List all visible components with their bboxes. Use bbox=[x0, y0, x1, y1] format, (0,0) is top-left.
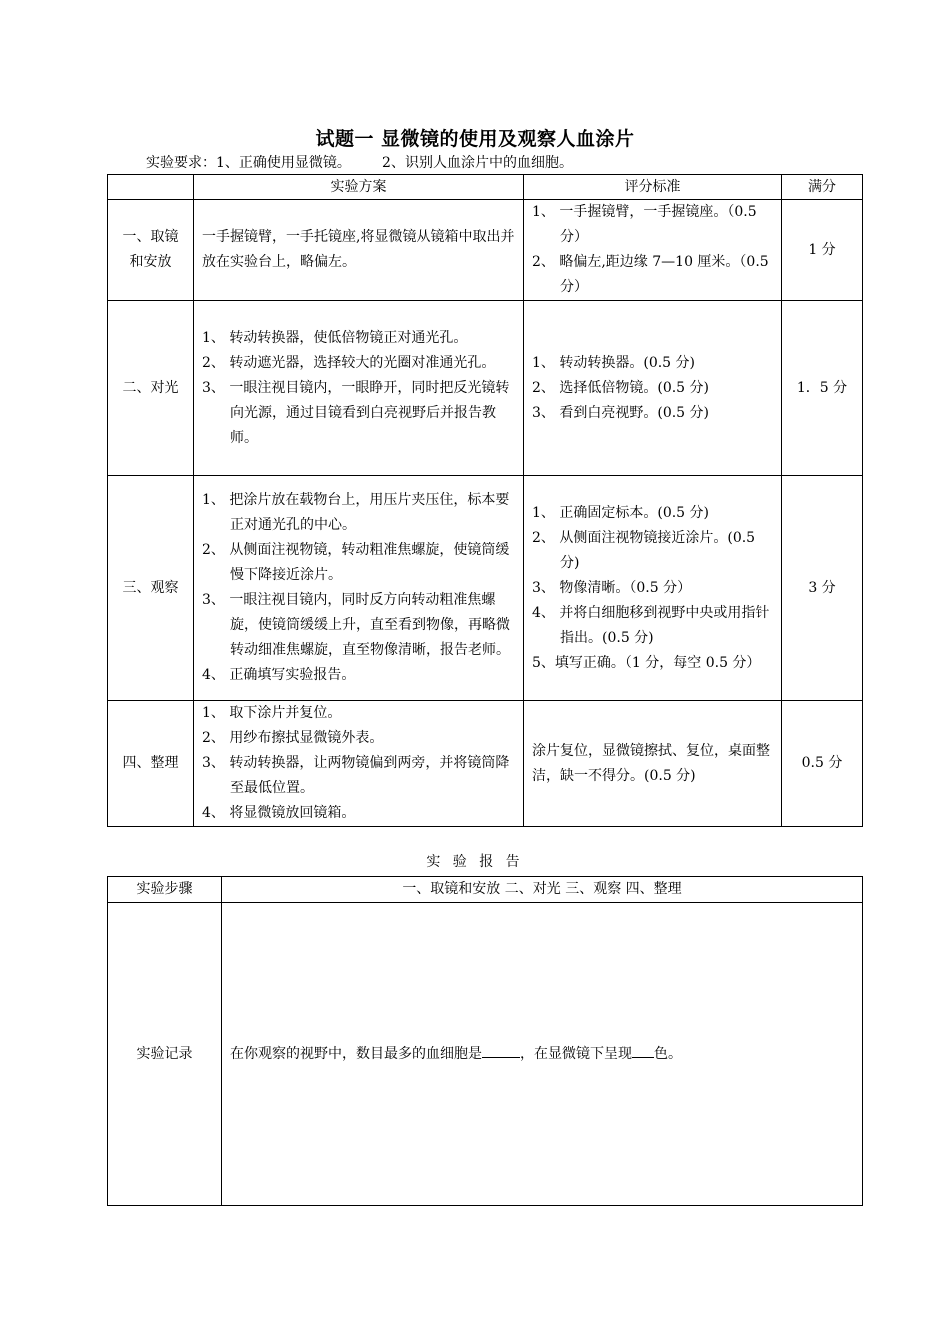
criteria-cell bbox=[524, 701, 782, 827]
blood-cell-answer-blank[interactable] bbox=[482, 1043, 520, 1058]
plan-item: 4、 将显微镜放回镜箱。 bbox=[202, 805, 356, 821]
plan-item: 3、 一眼注视目镜内，同时反方向转动粗准焦螺旋，使镜筒缓缓上升，直至看到物像，再略微转动细准焦螺旋，直至物像清晰，报告老师。 bbox=[202, 592, 510, 658]
plan-cell bbox=[194, 701, 524, 827]
criteria-item: 1、 一手握镜臂，一手握镜座。（0.5 分） bbox=[532, 204, 757, 245]
step-cell: 二、对光 bbox=[108, 301, 194, 476]
plan-item: 4、 正确填写实验报告。 bbox=[202, 667, 356, 683]
criteria-fill-in: 5、填写正确。（1 分，每空 0.5 分） bbox=[532, 654, 761, 671]
plan-item: 2、 从侧面注视物镜，转动粗准焦螺旋，使镜筒缓慢下降接近涂片。 bbox=[202, 542, 510, 583]
steps-value: 一、取镜和安放 二、对光 三、观察 四、整理 bbox=[222, 877, 863, 903]
criteria-text: 涂片复位，显微镜擦拭、复位，桌面整洁，缺一不得分。(0.5 分) bbox=[532, 742, 770, 784]
plan-cell bbox=[194, 476, 524, 701]
plan-item: 2、 转动遮光器，选择较大的光圈对准通光孔。 bbox=[202, 354, 496, 371]
criteria-item: 2、 选择低倍物镜。(0.5 分) bbox=[532, 379, 709, 396]
plan-item: 3、 一眼注视目镜内，一眼睁开，同时把反光镜转向光源，通过目镜看到白亮视野后并报告教师。 bbox=[202, 379, 510, 446]
report-steps-row bbox=[108, 877, 863, 903]
report-table bbox=[107, 876, 863, 1206]
step-cell bbox=[108, 200, 194, 301]
record-text-part3: 色。 bbox=[654, 1045, 682, 1062]
header-score: 满分 bbox=[782, 175, 863, 200]
table-row bbox=[108, 301, 863, 476]
report-title: 实 验 报 告 bbox=[426, 854, 524, 870]
report-record-row bbox=[108, 903, 863, 1206]
experiment-requirement: 实验要求：1、正确使用显微镜。 2、识别人血涂片中的血细胞。 bbox=[146, 155, 573, 171]
table-row bbox=[108, 701, 863, 827]
steps-label: 实验步骤 bbox=[108, 877, 222, 903]
criteria-item: 1、 正确固定标本。(0.5 分) bbox=[532, 504, 709, 521]
criteria-item: 3、 物像清晰。（0.5 分） bbox=[532, 579, 692, 596]
record-label: 实验记录 bbox=[108, 903, 222, 1206]
record-text-part2: ，在显微镜下呈现 bbox=[520, 1045, 632, 1062]
color-answer-blank[interactable] bbox=[632, 1043, 654, 1058]
criteria-item: 1、 转动转换器。(0.5 分) bbox=[532, 354, 695, 371]
plan-item: 1、 把涂片放在载物台上，用压片夹压住，标本要正对通光孔的中心。 bbox=[202, 492, 510, 533]
criteria-cell bbox=[524, 301, 782, 476]
score-cell: 1．5 分 bbox=[782, 301, 863, 476]
plan-item: 1、 转动转换器，使低倍物镜正对通光孔。 bbox=[202, 329, 468, 346]
criteria-cell bbox=[524, 476, 782, 701]
criteria-item: 3、 看到白亮视野。(0.5 分) bbox=[532, 404, 709, 421]
step-cell: 三、观察 bbox=[108, 476, 194, 701]
plan-cell bbox=[194, 301, 524, 476]
page-title: 试题一 显微镜的使用及观察人血涂片 bbox=[315, 128, 635, 150]
plan-text: 一手握镜臂，一手托镜座,将显微镜从镜箱中取出并放在实验台上，略偏左。 bbox=[202, 229, 515, 270]
step-cell: 四、整理 bbox=[108, 701, 194, 827]
record-text-part1: 在你观察的视野中，数目最多的血细胞是 bbox=[230, 1045, 482, 1062]
score-cell: 3 分 bbox=[782, 476, 863, 701]
table-row bbox=[108, 476, 863, 701]
criteria-cell bbox=[524, 200, 782, 301]
plan-item: 2、 用纱布擦拭显微镜外表。 bbox=[202, 730, 384, 746]
criteria-item: 4、 并将白细胞移到视野中央或用指针指出。(0.5 分) bbox=[532, 604, 770, 646]
plan-item: 3、 转动转换器，让两物镜偏到两旁，并将镜筒降至最低位置。 bbox=[202, 755, 510, 796]
header-plan: 实验方案 bbox=[194, 175, 524, 200]
header-step bbox=[108, 175, 194, 200]
criteria-item: 2、 略偏左,距边缘 7—10 厘米。（0.5 分） bbox=[532, 254, 769, 295]
scoring-table bbox=[107, 174, 863, 827]
table-row bbox=[108, 200, 863, 301]
score-cell: 0.5 分 bbox=[782, 701, 863, 827]
table-header-row bbox=[108, 175, 863, 200]
record-content bbox=[222, 903, 863, 1206]
header-criteria: 评分标准 bbox=[524, 175, 782, 200]
criteria-item: 2、 从侧面注视物镜接近涂片。(0.5 分) bbox=[532, 529, 756, 571]
plan-cell bbox=[194, 200, 524, 301]
plan-item: 1、 取下涂片并复位。 bbox=[202, 705, 342, 721]
step-label-line2: 和安放 bbox=[129, 254, 172, 270]
score-cell: 1 分 bbox=[782, 200, 863, 301]
step-label-line1: 一、取镜 bbox=[122, 229, 179, 245]
